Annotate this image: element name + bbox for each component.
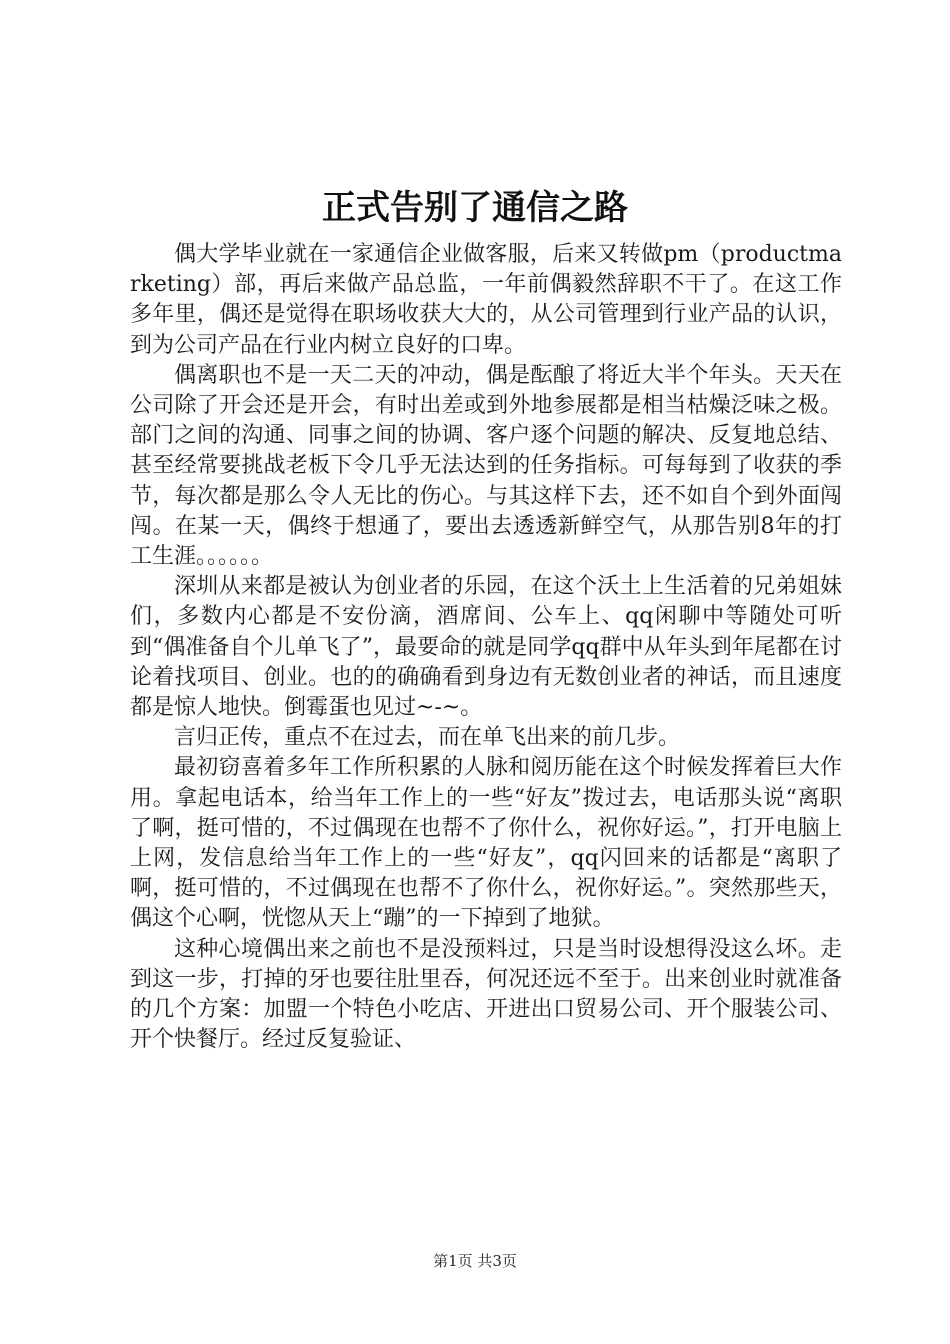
paragraph-6: 这种心境偶出来之前也不是没预料过，只是当时设想得没这么坏。走到这一步，打掉的牙也要往肚里吞，何况还远不至于。出来创业时就准备的几个方案：加盟一个特色小吃店、开进出口贸易公司、开个服装公司、开个快餐厅。经过反复验证、 <box>130 936 842 1053</box>
document-title: 正式告别了通信之路 <box>322 188 628 228</box>
document-body <box>130 240 842 1055</box>
paragraph-5: 最初窃喜着多年工作所积累的人脉和阅历能在这个时候发挥着巨大作用。拿起电话本，给当年工作上的一些“好友”拨过去，电话那头说“离职了啊，挺可惜的，不过偶现在也帮不了你什么，祝你好运。”，打开电脑上上网，发信息给当年工作上的一些“好友”，qq闪回来的话都是“离职了啊，挺可惜的，不过偶现在也帮不了你什么，祝你好运。”。突然那些天，偶这个心啊，恍惚从天上“蹦”的一下掉到了地狱。 <box>130 755 842 932</box>
page-number-footer: 第1页 共3页 <box>433 1252 517 1270</box>
paragraph-2: 偶离职也不是一天二天的冲动，偶是酝酿了将近大半个年头。天天在公司除了开会还是开会，有时出差或到外地参展都是相当枯燥泛味之极。部门之间的沟通、同事之间的协调、客户逐个问题的解决、反复地总结、甚至经常要挑战老板下令几乎无法达到的任务指标。可每每到了收获的季节，每次都是那么令人无比的伤心。与其这样下去，还不如自个到外面闯闯。在某一天，偶终于想通了，要出去透透新鲜空气，从那告别8年的打工生涯。。。。。。 <box>130 362 842 570</box>
paragraph-1: 偶大学毕业就在一家通信企业做客服，后来又转做pm（productmarketing）部，再后来做产品总监，一年前偶毅然辞职不干了。在这工作多年里，偶还是觉得在职场收获大大的，从公司管理到行业产品的认识，到为公司产品在行业内树立良好的口卑。 <box>130 242 842 358</box>
paragraph-3: 深圳从来都是被认为创业者的乐园，在这个沃土上生活着的兄弟姐妹们，多数内心都是不安份滴，酒席间、公车上、qq闲聊中等随处可听到“偶准备自个儿单飞了”，最要命的就是同学qq群中从年头到年尾都在讨论着找项目、创业。也的的确确看到身边有无数创业者的神话，而且速度都是惊人地快。倒霉蛋也见过~-~。 <box>130 574 842 721</box>
paragraph-4: 言归正传，重点不在过去，而在单飞出来的前几步。 <box>174 725 681 751</box>
